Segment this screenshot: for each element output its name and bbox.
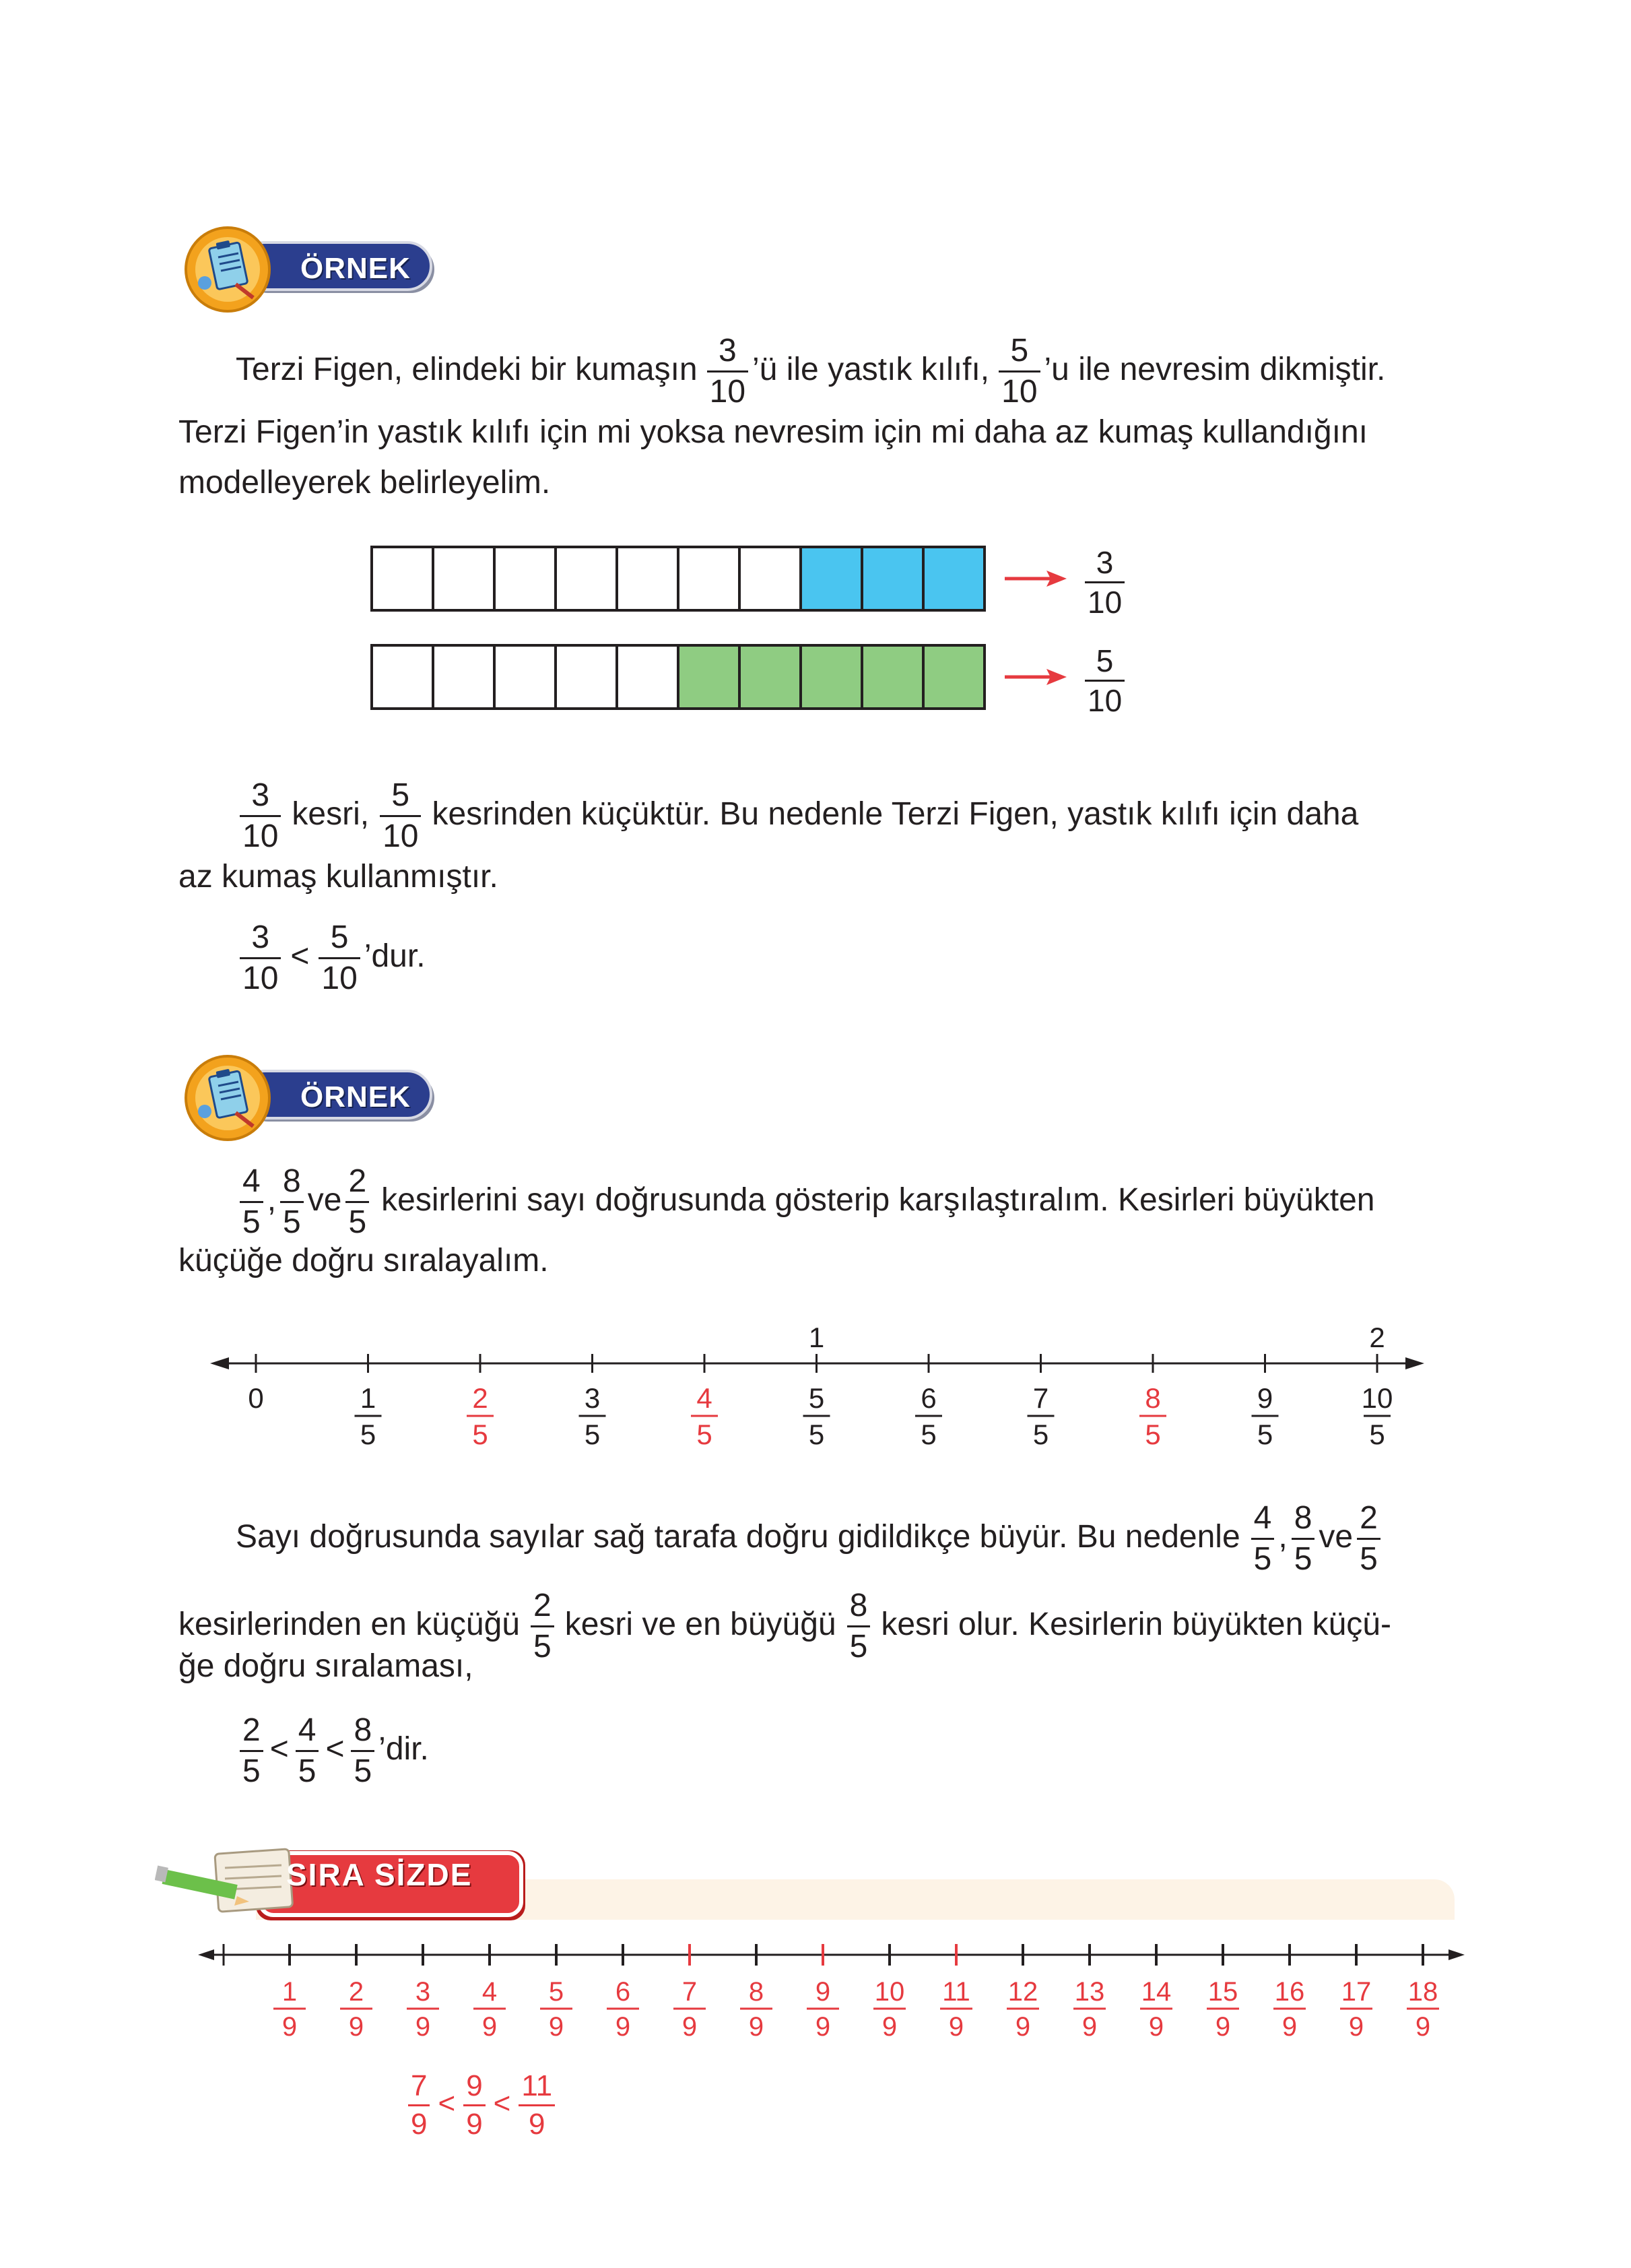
- tick-denominator: 9: [1015, 2012, 1031, 2042]
- numerator: 11: [519, 2071, 555, 2106]
- fraction: [240, 1165, 263, 1239]
- tick-numerator: 5: [548, 1977, 564, 2007]
- tick-denominator: 5: [921, 1419, 937, 1450]
- tick-numerator: 8: [1145, 1382, 1161, 1414]
- fraction: [408, 2071, 430, 2139]
- text: kesri olur. Kesirlerin büyükten küçü-: [881, 1607, 1391, 1643]
- numerator: 2: [240, 1714, 263, 1752]
- example2-line2: küçüğe doğru sıralayalım.: [178, 1243, 549, 1278]
- numerator: 4: [1251, 1502, 1275, 1540]
- less-than: <: [438, 2087, 456, 2120]
- tick-denominator: 9: [948, 2012, 964, 2042]
- tick-denominator: 5: [1369, 1419, 1385, 1450]
- shaded-cell: [678, 645, 739, 709]
- denominator: 5: [354, 1753, 372, 1789]
- denominator: 9: [411, 2108, 428, 2141]
- denominator: 5: [242, 1204, 261, 1240]
- denominator: 5: [348, 1204, 367, 1240]
- tick-numerator: 7: [681, 1977, 698, 2007]
- denominator: 5: [1294, 1541, 1312, 1577]
- tick-numerator: 17: [1341, 1977, 1372, 2007]
- tick-denominator: 9: [748, 2012, 764, 2042]
- tick-numerator: 6: [615, 1977, 631, 2007]
- numerator: 8: [847, 1590, 871, 1627]
- example1-conclusion: [236, 779, 1515, 853]
- example1-line2: Terzi Figen’in yastık kılıfı için mi yoksa nevresim için mi daha az kumaş kullandığını: [178, 414, 1368, 450]
- shaded-cell: [739, 645, 801, 709]
- example2-explain-3: ğe doğru sıralaması,: [178, 1648, 473, 1684]
- tick-denominator: 5: [584, 1419, 601, 1450]
- tick-denominator: 9: [1282, 2012, 1298, 2042]
- empty-cell: [372, 645, 433, 709]
- numerator: 8: [1292, 1502, 1315, 1540]
- fraction: [1085, 547, 1125, 618]
- example-label: ÖRNEK: [300, 252, 411, 285]
- numerator: 3: [1085, 547, 1125, 583]
- numerator: 2: [1357, 1502, 1380, 1540]
- empty-cell: [739, 547, 801, 610]
- denominator: 5: [849, 1629, 868, 1664]
- denominator: 10: [709, 374, 746, 410]
- tick-denominator: 9: [415, 2012, 431, 2042]
- tick-numerator: 3: [415, 1977, 431, 2007]
- denominator: 5: [298, 1753, 317, 1789]
- tick-denominator: 9: [281, 2012, 298, 2042]
- denominator: 10: [242, 818, 279, 854]
- fraction: [519, 2071, 555, 2139]
- tick-denominator: 5: [472, 1419, 488, 1450]
- text: ve: [307, 1182, 342, 1219]
- less-than: <: [269, 1731, 289, 1768]
- empty-cell: [617, 645, 678, 709]
- empty-cell: [617, 547, 678, 610]
- less-than: <: [325, 1731, 345, 1768]
- denominator: 5: [242, 1753, 261, 1789]
- sira-sizde-answer: [404, 2071, 559, 2139]
- empty-cell: [494, 645, 556, 709]
- fraction: [463, 2071, 485, 2139]
- empty-cell: [556, 547, 617, 610]
- tick-numerator: 1: [281, 1977, 298, 2007]
- tick-numerator: 14: [1141, 1977, 1172, 2007]
- tick-denominator: 5: [808, 1419, 825, 1450]
- text: kesrinden küçüktür. Bu nedenle Terzi Figen, yastık kılıfı için daha: [432, 796, 1359, 833]
- tick-numerator: 4: [696, 1382, 712, 1414]
- tick-denominator: 9: [1348, 2012, 1364, 2042]
- numerator: 2: [345, 1165, 369, 1203]
- denominator: 9: [528, 2108, 545, 2141]
- tick-numerator: 7: [1032, 1382, 1049, 1414]
- fraction: [999, 335, 1040, 408]
- tick-denominator: 9: [348, 2012, 364, 2042]
- model-label-2: [1081, 645, 1129, 716]
- example2-intro: [236, 1165, 1515, 1239]
- text: Terzi Figen, elindeki bir kumaşın: [236, 352, 698, 388]
- numerator: 4: [296, 1714, 319, 1752]
- number-line-ninths: [195, 1933, 1475, 2054]
- tick-numerator: 3: [584, 1382, 601, 1414]
- text: ’ü ile yastık kılıfı,: [752, 352, 990, 388]
- tick-numerator: 2: [348, 1977, 364, 2007]
- text: ve: [1319, 1519, 1354, 1555]
- text: ’u ile nevresim dikmiştir.: [1044, 352, 1386, 388]
- example-badge-1: [180, 222, 450, 317]
- tick-numerator: 2: [472, 1382, 488, 1414]
- tick-numerator: 13: [1074, 1977, 1105, 2007]
- fraction: [1251, 1502, 1275, 1576]
- shaded-cell: [862, 547, 923, 610]
- example1-line3: modelleyerek belirleyelim.: [178, 465, 551, 500]
- numerator: 8: [351, 1714, 374, 1752]
- sira-sizde-label: SIRA SİZDE: [286, 1857, 473, 1892]
- tick-numerator: 15: [1207, 1977, 1238, 2007]
- numerator: 7: [408, 2071, 430, 2106]
- empty-cell: [433, 645, 494, 709]
- right-arrow-icon: [1449, 1949, 1465, 1960]
- tick-numerator: 1: [360, 1382, 376, 1414]
- example1-conclusion-line2: az kumaş kullanmıştır.: [178, 859, 498, 895]
- shaded-cell: [801, 645, 862, 709]
- tick-denominator: 9: [615, 2012, 631, 2042]
- tick-denominator: 5: [1257, 1419, 1273, 1450]
- fraction: [240, 1714, 263, 1788]
- tick-numerator: 12: [1007, 1977, 1038, 2007]
- tick-numerator: 4: [481, 1977, 498, 2007]
- numerator: 8: [280, 1165, 304, 1203]
- numerator: 5: [999, 335, 1040, 372]
- tick-denominator: 9: [548, 2012, 564, 2042]
- denominator: 9: [466, 2108, 483, 2141]
- left-arrow-icon: [210, 1357, 229, 1369]
- tick-denominator: 5: [360, 1419, 376, 1450]
- fraction-model: [364, 539, 1172, 727]
- numerator: 5: [319, 921, 360, 959]
- fraction: [380, 779, 421, 853]
- tick-numerator: 10: [1361, 1382, 1393, 1414]
- comma: ,: [267, 1182, 277, 1219]
- denominator: 10: [242, 961, 279, 996]
- numerator: 5: [380, 779, 421, 817]
- tick-denominator: 9: [881, 2012, 898, 2042]
- left-arrow-icon: [198, 1949, 214, 1960]
- tick-denominator: 9: [1081, 2012, 1098, 2042]
- example1-intro: [236, 335, 1515, 408]
- numerator: 3: [240, 921, 281, 959]
- whole-number-label: 2: [1369, 1322, 1385, 1353]
- tick-denominator: 9: [1215, 2012, 1231, 2042]
- tick-numerator: 9: [815, 1977, 831, 2007]
- fraction: [280, 1165, 304, 1239]
- numerator: 5: [1085, 645, 1125, 682]
- shaded-cell: [801, 547, 862, 610]
- numerator: 4: [240, 1165, 263, 1203]
- tick-numerator: 6: [921, 1382, 937, 1414]
- denominator: 10: [382, 818, 419, 854]
- shaded-cell: [923, 547, 985, 610]
- denominator: 5: [1253, 1541, 1272, 1577]
- numerator: 3: [707, 335, 748, 372]
- zero-label: 0: [248, 1382, 264, 1414]
- example-label: ÖRNEK: [300, 1080, 411, 1113]
- tick-numerator: 16: [1274, 1977, 1305, 2007]
- tick-denominator: 5: [696, 1419, 712, 1450]
- tick-denominator: 9: [1148, 2012, 1164, 2042]
- tick-denominator: 9: [681, 2012, 698, 2042]
- empty-cell: [433, 547, 494, 610]
- denominator: 10: [1088, 683, 1123, 718]
- fraction: [1292, 1502, 1315, 1576]
- text: kesirlerini sayı doğrusunda gösterip karşılaştıralım. Kesirleri büyükten: [381, 1182, 1375, 1219]
- fraction: [1357, 1502, 1380, 1576]
- tick-numerator: 11: [942, 1977, 970, 2007]
- empty-cell: [678, 547, 739, 610]
- shaded-cell: [862, 645, 923, 709]
- tick-denominator: 5: [1032, 1419, 1049, 1450]
- comma: ,: [1278, 1519, 1288, 1555]
- text: kesirlerinden en küçüğü: [178, 1607, 520, 1643]
- text: ’dir.: [378, 1731, 429, 1768]
- right-arrow-icon: [1405, 1357, 1424, 1369]
- tick-denominator: 5: [1145, 1419, 1161, 1450]
- text: kesri,: [292, 796, 370, 833]
- example-badge-2: [180, 1051, 450, 1145]
- fraction: [351, 1714, 374, 1788]
- less-than: <: [493, 2087, 511, 2120]
- denominator: 10: [1001, 374, 1038, 410]
- pencil-paper-icon: [155, 1849, 293, 1912]
- empty-cell: [494, 547, 556, 610]
- less-than: <: [290, 938, 310, 975]
- tick-denominator: 9: [815, 2012, 831, 2042]
- numerator: 9: [463, 2071, 485, 2106]
- fraction: [707, 335, 748, 408]
- tick-numerator: 5: [808, 1382, 825, 1414]
- denominator: 5: [1360, 1541, 1378, 1577]
- shaded-cell: [923, 645, 985, 709]
- fraction: [296, 1714, 319, 1788]
- example2-explain-1: [236, 1502, 1515, 1576]
- fraction: [319, 921, 360, 995]
- fraction: [345, 1165, 369, 1239]
- text: ’dur.: [364, 938, 426, 975]
- fraction: [240, 779, 281, 853]
- tick-numerator: 9: [1257, 1382, 1273, 1414]
- numerator: 3: [240, 779, 281, 817]
- empty-cell: [372, 547, 433, 610]
- tick-numerator: 8: [748, 1977, 764, 2007]
- denominator: 5: [533, 1629, 552, 1664]
- denominator: 10: [321, 961, 358, 996]
- text: kesri ve en büyüğü: [564, 1607, 836, 1643]
- empty-cell: [556, 645, 617, 709]
- fraction: [1085, 645, 1125, 716]
- tick-denominator: 9: [481, 2012, 498, 2042]
- denominator: 10: [1088, 585, 1123, 620]
- example2-compare: [236, 1714, 1515, 1788]
- tick-denominator: 9: [1415, 2012, 1431, 2042]
- number-line-fifths: [202, 1320, 1434, 1455]
- numerator: 2: [531, 1590, 554, 1627]
- example1-compare: [236, 921, 1515, 995]
- fraction: [240, 921, 281, 995]
- model-label-1: [1081, 547, 1129, 618]
- tick-numerator: 10: [874, 1977, 905, 2007]
- denominator: 5: [283, 1204, 301, 1240]
- tick-numerator: 18: [1407, 1977, 1438, 2007]
- text: Sayı doğrusunda sayılar sağ tarafa doğru gidildikçe büyür. Bu nedenle: [236, 1519, 1240, 1555]
- whole-number-label: 1: [808, 1322, 825, 1353]
